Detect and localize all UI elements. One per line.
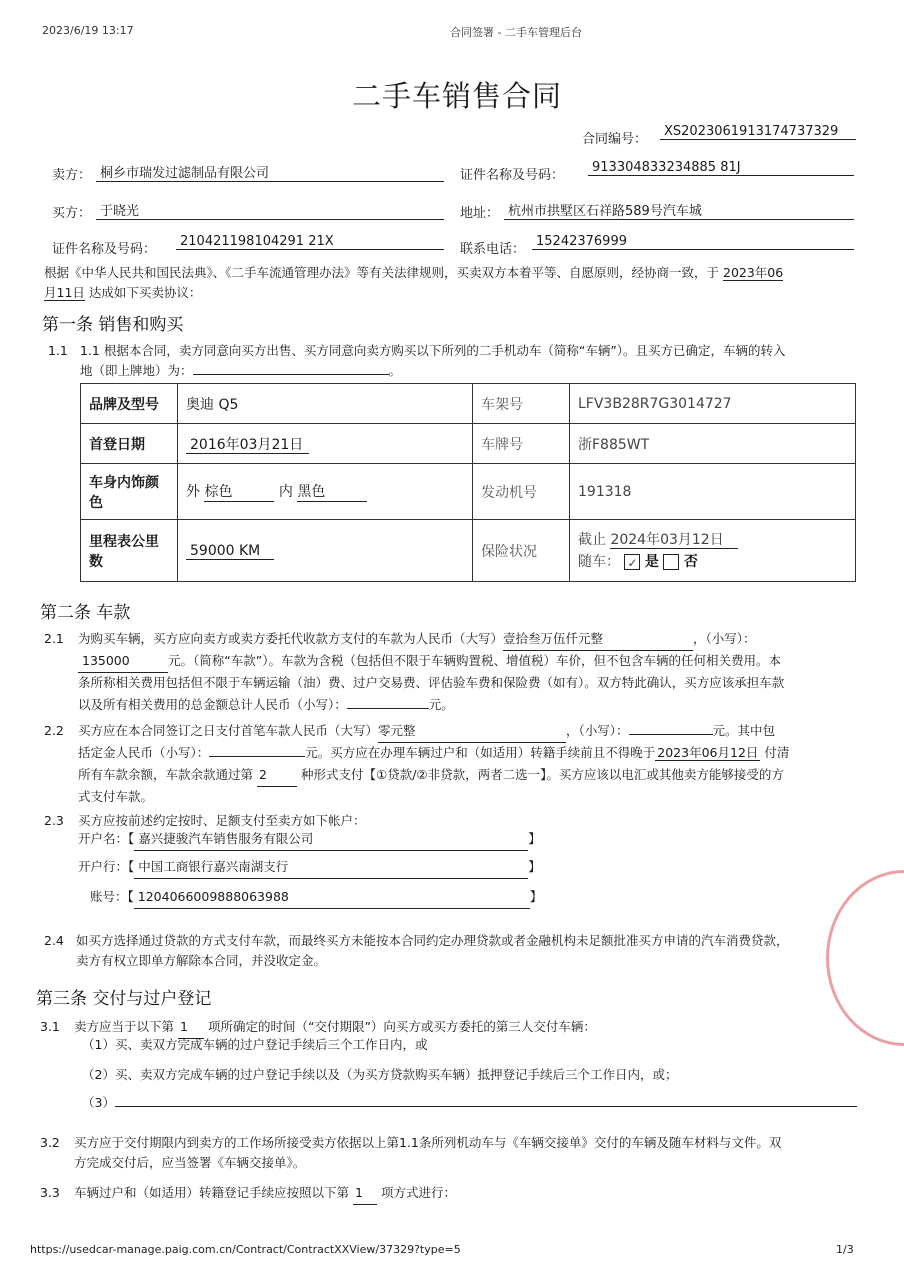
p31-num: 3.1 [40, 1019, 60, 1034]
p22-line2: 括定金人民币（小写）： 元。买方应在办理车辆过户和（如适用）转籍手续前且不得晚于 2023年06月12日 付清 [78, 742, 789, 764]
acct-no-row: 账号：【 1204066009888063988 】 [90, 886, 542, 909]
p24-num: 2.4 [44, 933, 64, 948]
p32-num: 3.2 [40, 1135, 60, 1150]
section3-title: 第三条 交付与过户登记 [36, 989, 212, 1009]
color-label: 车身内饰颜色 [81, 464, 178, 520]
seller-name: 桐乡市瑞发过滤制品有限公司 [96, 162, 444, 182]
contract-title: 二手车销售合同 [352, 79, 563, 113]
p32-line2: 方完成交付后，应当签署《车辆交接单》。 [74, 1155, 306, 1170]
acct-no: 1204066009888063988 [134, 886, 530, 909]
buyer-id-label: 证件名称及号码： [52, 242, 157, 257]
p22-method: 2 [257, 764, 297, 787]
brand-value: 奥迪 Q5 [178, 384, 473, 424]
p22-date: 2023年06月12日 [657, 745, 759, 760]
p21-line4: 以及所有相关费用的总金额总计人民币（小写）： 元。 [78, 694, 454, 716]
p33-item: 1 [353, 1182, 377, 1205]
engine-value: 191318 [570, 464, 856, 520]
int-prefix: 内 [278, 484, 293, 500]
mileage-value: 59000 [190, 542, 235, 559]
p21-line3: 条所称相关费用包括但不限于车辆运输（油）费、过户交易费、评估验车费和保险费（如有）。双方特此确认，买方应该承担车款 [78, 675, 785, 690]
no-checkbox[interactable] [663, 554, 679, 570]
p33-line1: 车辆过户和（如适用）转籍登记手续应按照以下第 1 项方式进行： [74, 1182, 456, 1205]
seller-id-label: 证件名称及号码： [460, 168, 565, 183]
buyer-id: 210421198104291 21X [176, 234, 444, 250]
section1-title: 第一条 销售和购买 [42, 315, 184, 335]
print-datetime: 2023/6/19 13:17 [42, 24, 134, 37]
p21-amount: 135000 [78, 650, 168, 673]
buyer-phone: 15242376999 [532, 234, 854, 250]
bank-name: 中国工商银行嘉兴南湖支行 [134, 856, 528, 879]
p24-line2: 卖方有权立即单方解除本合同，并没收定金。 [76, 953, 327, 968]
insurance-label: 保险状况 [473, 520, 570, 582]
ext-prefix: 外 [186, 484, 200, 500]
vin-value: LFV3B28R7G3014727 [570, 384, 856, 424]
buyer-label: 买方： [52, 206, 92, 221]
yes-label: 是 [644, 553, 659, 570]
p32-line1: 买方应于交付期限内到卖方的工作场所接受卖方依据以上第1.1条所列机动车与《车辆交接单》交付的车辆及随车材料与文件。双 [74, 1135, 782, 1150]
p22-line1: 买方应在本合同签订之日支付首笔车款人民币（大写）零元整 ，（小写）： 元。其中包 [78, 720, 775, 743]
mileage-unit: KM [239, 542, 261, 559]
p21-num: 2.1 [44, 631, 64, 646]
delivery-option-2: （2）买、卖双方完成车辆的过户登记手续以及（为买方贷款购买车辆）抵押登记手续后三个工作日内，或； [82, 1067, 678, 1082]
address-label: 地址： [460, 206, 500, 221]
acct-name: 嘉兴捷骏汽车销售服务有限公司 [134, 828, 528, 851]
int-color: 黑色 [297, 481, 367, 502]
ext-color: 棕色 [204, 481, 274, 502]
p23-num: 2.3 [44, 813, 64, 828]
s1-1-line2: 地（即上牌地）为： 。 [80, 360, 401, 382]
reg-date-label: 首登日期 [81, 424, 178, 464]
ins-until-label: 截止 [578, 531, 606, 548]
footer-page: 1/3 [836, 1243, 854, 1256]
p31-item: 1 [178, 1016, 204, 1039]
plate-label: 车牌号 [473, 424, 570, 464]
ins-until: 2024年03月12日 [610, 532, 737, 549]
footer-url: https://usedcar-manage.paig.com.cn/Contract/ContractXXView/37329?type=5 [30, 1243, 461, 1256]
company-seal-icon [826, 870, 904, 1046]
p23-line1: 买方应按前述约定按时、足额支付至卖方如下帐户： [78, 813, 366, 828]
intro-date-a: 2023年06 [723, 265, 784, 280]
mileage-label: 里程表公里数 [81, 520, 178, 582]
plate-value: 浙F885WT [570, 424, 856, 464]
s1-1-line1: 1.1 根据本合同，卖方同意向买方出售、买方同意向卖方购买以下所列的二手机动车（简称“车辆”）。且买方已确定，车辆的转入 [80, 343, 786, 358]
buyer-address: 杭州市拱墅区石祥路589号汽车城 [504, 200, 854, 220]
p22-line3: 所有车款余额，车款余款通过第 2 种形式支付【①贷款/②非贷款，两者二选一】。买方应该以电汇或其他卖方能够接受的方 [78, 764, 784, 787]
mileage-value-wrap [186, 543, 274, 560]
p22-num: 2.2 [44, 723, 64, 738]
intro-text-2: 月11日 达成如下买卖协议： [44, 285, 202, 300]
contract-no-label: 合同编号： [582, 132, 648, 147]
acct-name-row: 开户名：【 嘉兴捷骏汽车销售服务有限公司 】 [78, 828, 541, 851]
ins-with-car-label: 随车： [578, 553, 620, 570]
engine-label: 发动机号 [473, 464, 570, 520]
p21-line2: 135000 元。（简称“车款”）。车款为含税（包括但不限于车辆购置税、增值税）车价，但不包含车辆的任何相关费用。本 [78, 650, 781, 673]
section2-title: 第二条 车款 [40, 603, 131, 623]
reg-date-value: 2016年03月21日 [186, 437, 309, 454]
p33-num: 3.3 [40, 1185, 60, 1200]
vin-label: 车架号 [473, 384, 570, 424]
p22-upper: 零元整 [378, 720, 566, 743]
seller-id: 913304833234885 81J [588, 160, 854, 176]
contract-no: XS2023061913174737329 [660, 124, 856, 140]
p21-upper: 壹拾叁万伍仟元整 [503, 628, 693, 651]
vehicle-table [80, 383, 856, 582]
seller-label: 卖方： [52, 168, 92, 183]
p22-line4: 式支付车款。 [78, 789, 154, 804]
intro-date-b: 月11日 [44, 285, 85, 300]
p24-line1: 如买方选择通过贷款的方式支付车款，而最终买方未能按本合同约定办理贷款或者金融机构未足额批准买方申请的汽车消费贷款， [76, 933, 789, 948]
no-label: 否 [683, 553, 698, 570]
phone-label: 联系电话： [460, 242, 526, 257]
delivery-option-3: （3） [82, 1092, 857, 1114]
brand-label: 品牌及型号 [81, 384, 178, 424]
buyer-name: 于晓光 [96, 200, 444, 220]
print-page-title: 合同签署 - 二手车管理后台 [450, 26, 582, 39]
p21-line1: 为购买车辆，买方应向卖方或卖方委托代收款方支付的车款为人民币（大写）壹拾叁万伍仟元整 ，（小写）： [78, 628, 756, 651]
yes-checkbox[interactable]: ✓ [624, 554, 640, 570]
bank-row: 开户行：【 中国工商银行嘉兴南湖支行 】 [78, 856, 541, 879]
delivery-option-1: （1）买、卖双方完成车辆的过户登记手续后三个工作日内，或 [82, 1037, 428, 1052]
intro-text: 根据《中华人民共和国民法典》、《二手车流通管理办法》等有关法律规则，买卖双方本着平等、自愿原则，经协商一致，于 2023年06 [44, 265, 784, 280]
p31-line1: 卖方应当于以下第 1 项所确定的时间（“交付期限”）向买方或买方委托的第三人交付车辆： [74, 1016, 596, 1039]
s1-1-num: 1.1 [48, 343, 68, 358]
